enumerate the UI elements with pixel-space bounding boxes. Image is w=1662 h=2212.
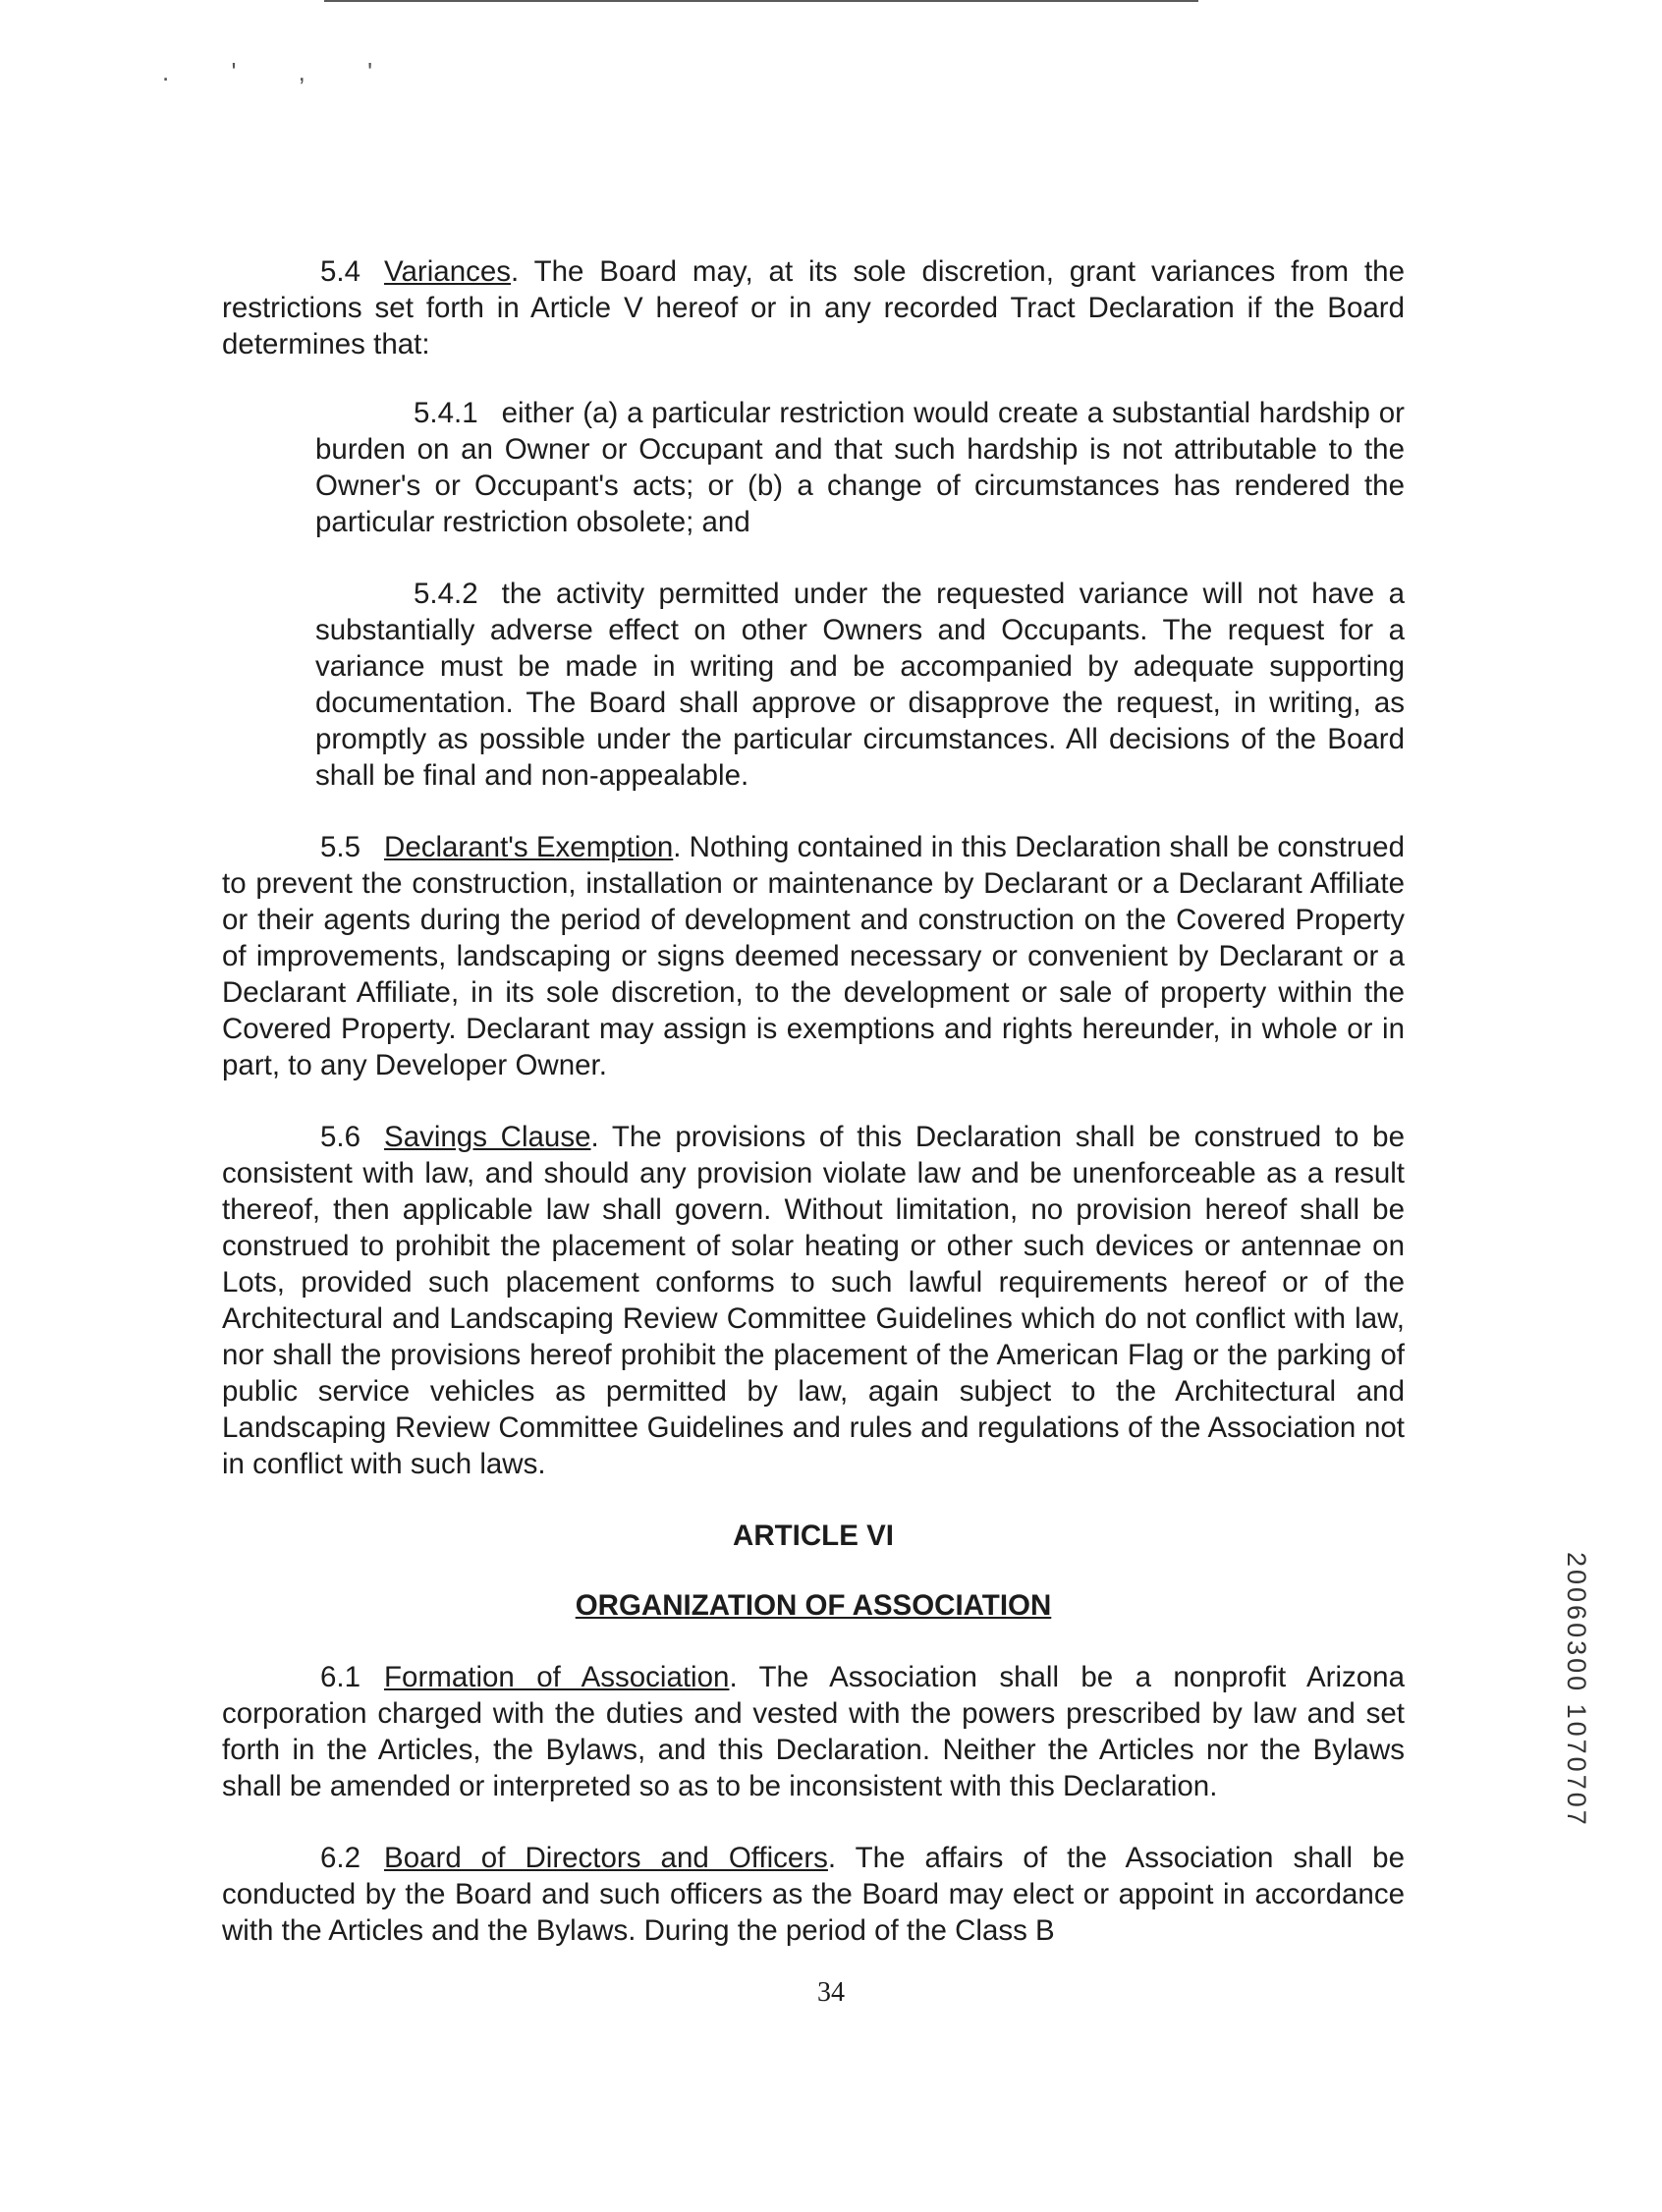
page-number: 34 [817,1977,845,2008]
recording-number: 20060300 1070707 [1562,1552,1591,1828]
section-title: Savings Clause [384,1121,591,1153]
scan-top-rule [324,0,1198,2]
section-text: . Nothing contained in this Declaration shall be construed to prevent the construction, installation or maintenance by Declarant or a Declarant Affiliate or their agents during the period of development and construction on the Covered Property of improvements, landscaping or signs deemed necessary or convenient by Declarant or a Declarant Affiliate, in its sole discretion, to the development or sale of property within the Covered Property. Declarant may assign is exemptions and rights hereunder, in whole or in part, to any Developer Owner. [222,831,1405,1081]
article-label: ARTICLE VI [733,1520,894,1552]
section-5-4-2 [315,576,1405,794]
section-5-6 [222,1119,1405,1482]
section-title: Formation of Association [384,1661,730,1693]
section-number: 5.5 [320,831,361,863]
section-text: . The Association shall be a nonprofit Arizona corporation charged with the duties and vested with the powers prescribed by law and set forth in the Articles, the Bylaws, and this Declaration. Neither the Articles nor the Bylaws shall be amended or interpreted so as to be inconsistent with this Declaration. [222,1661,1405,1802]
section-text: the activity permitted under the requested variance will not have a substantially adverse effect on other Owners and Occupants. The request for a variance must be made in writing and be accompanied by adequate supporting documentation. The Board shall approve or disapprove the request, in writing, as promptly as possible under the particular circumstances. All decisions of the Board shall be final and non-appealable. [315,578,1405,792]
section-title: Variances [384,255,512,288]
section-text: . The provisions of this Declaration shall be construed to be consistent with law, and should any provision violate law and be unenforceable as a result thereof, then applicable law shall govern. Without limitation, no provision hereof shall be construed to prohibit the placement of solar heating or other such devices or antennae on Lots, provided such placement conforms to such lawful requirements hereof or of the Architectural and Landscaping Review Committee Guidelines which do not conflict with law, nor shall the provisions hereof prohibit the placement of the American Flag or the parking of public service vehicles as permitted by law, again subject to the Architectural and Landscaping Review Committee Guidelines and rules and regulations of the Association not in conflict with such laws. [222,1121,1405,1480]
section-number: 5.4.2 [414,578,478,610]
scan-specks: . ' , ' [162,57,401,86]
section-6-2 [222,1840,1405,1949]
section-number: 6.2 [320,1842,361,1874]
section-number: 5.6 [320,1121,361,1153]
article-title: ORGANIZATION OF ASSOCIATION [575,1589,1052,1622]
section-text: either (a) a particular restriction would create a substantial hardship or burden on an Owner or Occupant and that such hardship is not attributable to the Owner's or Occupant's acts; or (b) a change of circumstances has rendered the particular restriction obsolete; and [315,397,1405,538]
section-title: Board of Directors and Officers [384,1842,828,1874]
section-6-1 [222,1659,1405,1804]
section-5-5 [222,829,1405,1083]
document-body [222,253,1405,1984]
section-5-4 [222,253,1405,362]
section-number: 5.4 [320,255,361,288]
section-text: . The affairs of the Association shall be conducted by the Board and such officers as the Board may elect or appoint in accordance with the Articles and the Bylaws. During the period of the Class B [222,1842,1405,1947]
section-number: 5.4.1 [414,397,478,429]
section-number: 6.1 [320,1661,361,1693]
section-title: Declarant's Exemption [384,831,674,863]
section-text: . The Board may, at its sole discretion, grant variances from the restrictions set forth in Article V hereof or in any recorded Tract Declaration if the Board determines that: [222,255,1405,360]
section-5-4-1 [315,395,1405,540]
